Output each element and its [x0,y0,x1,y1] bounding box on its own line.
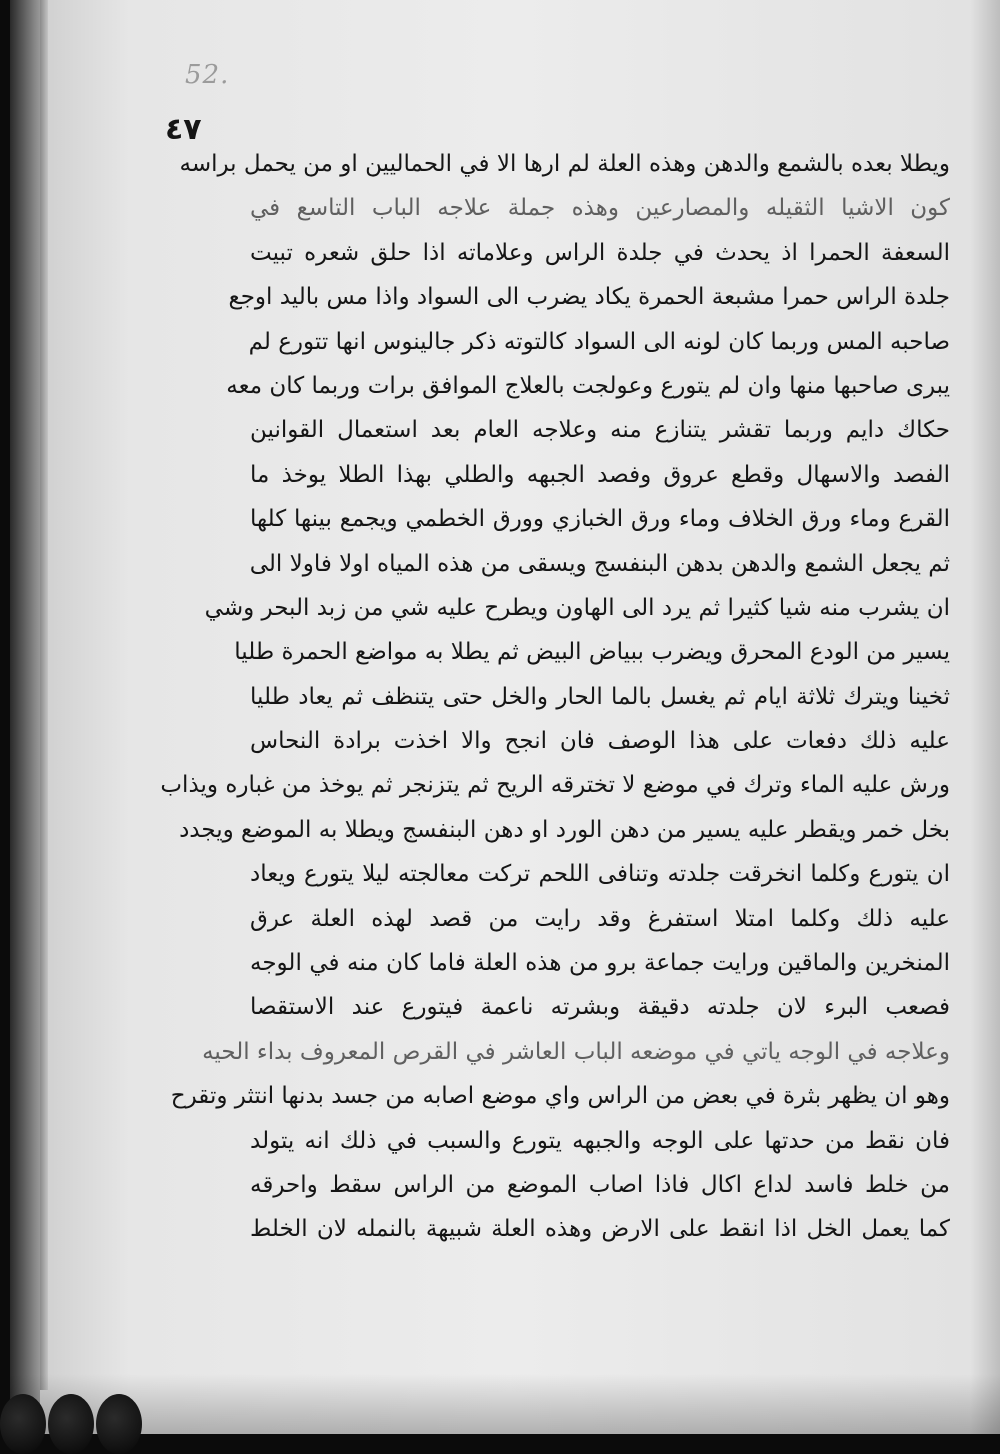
page-gutter [40,0,48,1390]
text-line: ان يتورع وكلما انخرقت جلدته وتنافى اللحم تركت معالجته ليلا يتورع ويعاد [250,861,950,888]
text-line: كون الاشيا الثقيله والمصارعين وهذه جملة علاجه الباب التاسع في [250,195,950,222]
text-line: ورش عليه الماء وترك في موضع لا تخترقه الريح ثم يتزنجر ثم يوخذ من غباره ويذاب [160,772,950,799]
text-line: ثخينا ويترك ثلاثة ايام ثم يغسل بالما الحار والخل حتى يتنظف ثم يعاد طليا [250,683,950,710]
text-line: فصعب البرء لان جلدته دقيقة وبشرته ناعمة فيتورع عند الاستقصا [250,994,950,1021]
text-line: وهو ان يظهر بثرة في بعض من الراس واي موضع اصابه من جسد بدنها انتثر وتقرح [170,1083,950,1110]
text-line: عليه ذلك وكلما امتلا استفرغ وقد رايت من قصد لهذه العلة عرق [250,905,950,932]
text-line: وعلاجه في الوجه ياتي في موضعه الباب العاشر في القرص المعروف بداء الحيه [202,1038,950,1065]
sewing-hole [0,1394,46,1454]
text-line: ان يشرب منه شيا كثيرا ثم يرد الى الهاون ويطرح عليه شي من زبد البحر وشي [204,594,950,621]
binding-sewing-holes [10,1374,190,1434]
folio-number: 52. [185,60,230,90]
text-line: ويطلا بعده بالشمع والدهن وهذه العلة لم ارها الا في الحماليين او من يحمل براسه [179,151,950,177]
text-line: يسير من الودع المحرق ويضرب ببياض البيض ثم يطلا به مواضع الحمرة طليا [234,639,950,666]
text-line: من خلط فاسد لداع اكال فاذا اصاب الموضع من الراس سقط واحرقه [250,1171,950,1198]
text-line: صاحبه المس وربما كان لونه الى السواد كالتوته ذكر جالينوس انها تتورع لم [248,328,950,355]
text-line: فان نقط من حدتها على الوجه والجبهه يتورع والسبب في ذلك انه يتولد [250,1127,950,1154]
sewing-hole [96,1394,142,1454]
manuscript-text-block [160,142,950,1252]
text-line: بخل خمر ويقطر عليه يسير من دهن الورد او دهن البنفسج ويطلا به الموضع ويجدد [179,816,950,843]
text-line: السعفة الحمرا اذ يحدث في جلدة الراس وعلاماته اذا حلق شعره تبيت [250,239,950,266]
text-line: يبرى صاحبها منها وان لم يتورع وعولجت بالعلاج الموافق برات وربما كان معه [226,372,950,399]
text-line: ثم يجعل الشمع والدهن بدهن البنفسج ويسقى من هذه المياه اولا فاولا الى [249,550,950,577]
text-line: حكاك دايم وربما تقشر يتنازع منه وعلاجه العام بعد استعمال القوانين [250,417,950,444]
text-line: جلدة الراس حمرا مشبعة الحمرة يكاد يضرب الى السواد واذا مس باليد اوجع [228,284,950,311]
page-number: ٤٧ [165,112,202,147]
text-line: المنخرين والماقين ورايت جماعة برو من هذه العلة فاما كان منه في الوجه [250,950,950,977]
sewing-hole [48,1394,94,1454]
manuscript-page [10,0,1000,1434]
text-line: كما يعمل الخل اذا انقط على الارض وهذه العلة شبيهة بالنمله لان الخلط [250,1216,950,1243]
text-line: عليه ذلك دفعات على هذا الوصف فان انجح والا اخذت برادة النحاس [250,728,950,755]
binding-spine-shadow [10,0,40,1434]
text-line: القرع وماء ورق الخلاف وماء ورق الخبازي وورق الخطمي ويجمع بينها كلها [250,506,950,533]
text-line: الفصد والاسهال وقطع عروق وفصد الجبهه والطلي بهذا الطلا يوخذ ما [250,461,950,488]
